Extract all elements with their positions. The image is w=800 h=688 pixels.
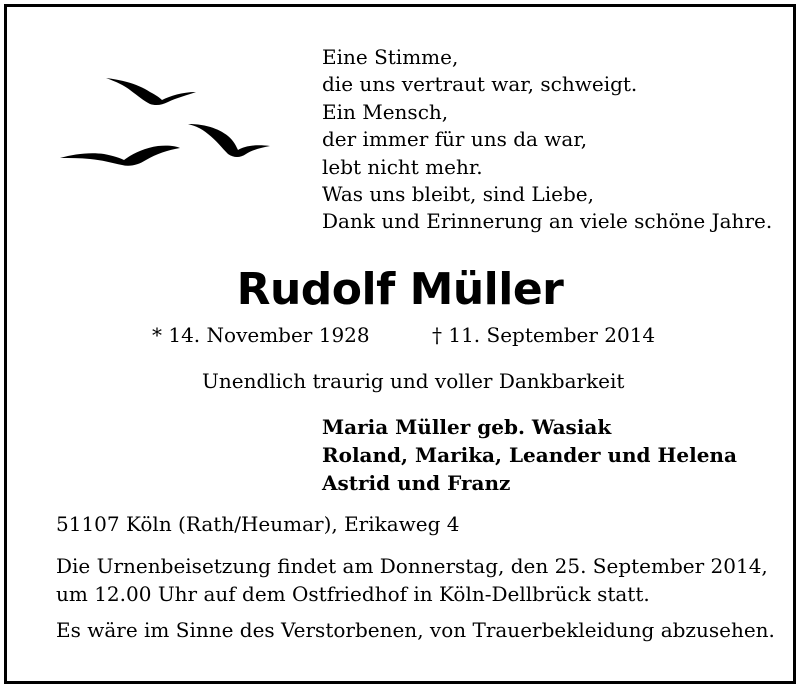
mourner-name: Maria Müller geb. Wasiak [322,415,612,439]
memorial-poem [322,44,772,236]
mourners-list [322,413,737,497]
mourner-name: Roland, Marika, Leander und Helena [322,443,737,467]
poem-line: Ein Mensch, [322,99,449,124]
mourner-name: Astrid und Franz [322,471,511,495]
deceased-name: Rudolf Müller [236,264,564,315]
flying-birds-icon [58,70,298,180]
funeral-details [56,552,768,608]
birth-date: * 14. November 1928 [152,323,370,347]
poem-line: Eine Stimme, [322,45,459,69]
poem-line: die uns vertraut war, schweigt. [322,72,638,97]
funeral-line: Die Urnenbeisetzung findet am Donnerstag, den 25. September 2014, [56,554,768,578]
poem-line: lebt nicht mehr. [322,154,483,179]
funeral-line: um 12.00 Uhr auf dem Ostfriedhof in Köln-Dellbrück statt. [56,582,650,606]
attire-note: Es wäre im Sinne des Verstorbenen, von Trauerbekleidung abzusehen. [56,618,775,642]
mourners-intro: Unendlich traurig und voller Dankbarkeit [202,369,625,393]
poem-line: Was uns bleibt, sind Liebe, [322,181,594,206]
poem-line: Dank und Erinnerung an viele schöne Jahre. [322,209,773,234]
family-address: 51107 Köln (Rath/Heumar), Erikaweg 4 [56,512,460,536]
death-date: † 11. September 2014 [432,323,656,347]
poem-line: der immer für uns da war, [322,127,588,152]
